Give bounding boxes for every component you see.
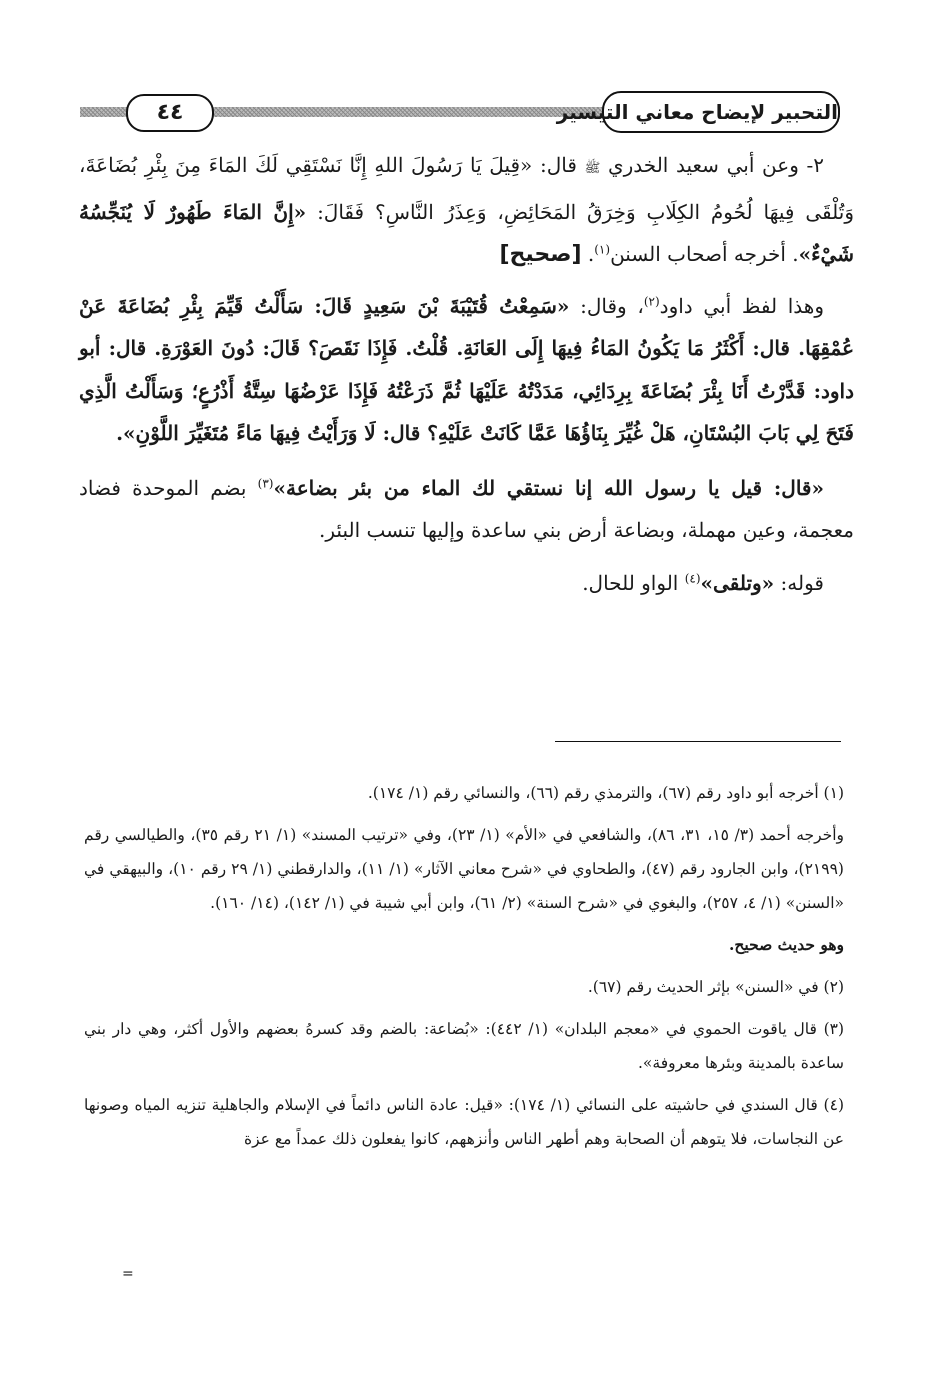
footnote-1-grade: وهو حديث صحيح. xyxy=(729,935,844,954)
footnote-3: (٣) قال ياقوت الحموي في «معجم البلدان» (١/ ٤٤٢): «بُضاعة: بالضم وقد كسرهُ بعضهم والأول أكثر، وهي دار بني ساعدة بالمدينة وبئرها معروفة». xyxy=(84,1020,845,1072)
commentary-quote-2: «وتلقى» xyxy=(700,570,775,595)
hadith-text-2: «إِنَّ المَاءَ طَهُورٌ لَا يُنَجِّسُهُ شَيْءٌ» xyxy=(79,199,854,266)
footnote-4: (٤) قال السندي في حاشيته على النسائي (١/ ١٧٤): «قيل: عادة الناس دائماً في الإسلام والجاهلية تنزيه المياه وصونها عن النجاسات، فلا يتوهم أن الصحابة وهم أطهر الناس وأنزههم، كانوا يفعلون ذلك عمداً مع عزة xyxy=(84,1096,844,1148)
footnotes xyxy=(84,776,844,1156)
abu-dawud-said: ، وقال: xyxy=(580,293,644,318)
footnote-ref-2[interactable]: (٢) xyxy=(643,293,660,308)
main-text xyxy=(79,144,854,604)
footnote-separator xyxy=(555,741,841,742)
footnote-2: (٢) في «السنن» بإثر الحديث رقم (٦٧). xyxy=(587,978,844,996)
honorific-symbol: ﷺ xyxy=(584,161,601,176)
commentary-text-2: الواو للحال. xyxy=(582,570,685,595)
footnote-ref-3[interactable]: (٣) xyxy=(257,475,274,490)
commentary-paragraph-1 xyxy=(79,467,854,552)
page-number: ٤٤ xyxy=(126,94,214,132)
commentary-paragraph-2 xyxy=(79,562,854,605)
commentary-intro-2: قوله: xyxy=(774,570,824,595)
abu-dawud-text: «سَمِعْتُ قُتَيْبَةَ بْنَ سَعِيدٍ قَالَ: سَأَلْتُ قَيِّمَ بِئْرِ بُضَاعَةَ عَنْ عُمْقِهَا. قال: أَكْثَرُ مَا يَكُونُ المَاءُ فِيهَا إِلَى العَانَةِ. قُلْتُ. فَإِذَا نَقَصَ؟ قَالَ: دُونَ العَوْرَةِ. قال: أبو داود: قَدَّرْتُ أَنَا بِئْرَ بُضَاعَةَ بِرِدَائِي، مَدَدْتُهُ عَلَيْهَا ثُمَّ ذَرَعْتُهُ فَإِذَا عَرْضُهَا سِتَّةُ أَذْرُعٍ؛ وَسَأَلْتُ الَّذِي فَتَحَ لِي بَابَ البُسْتَانِ، هَلْ غُيِّرَ بِنَاؤُهَا عَمَّا كَانَتْ عَلَيْهِ؟ قال: لَا وَرَأَيْتُ فِيهَا مَاءً مُتَغَيِّرَ اللَّوْنِ». xyxy=(79,293,854,445)
hadith-source: . أخرجه أصحاب السنن xyxy=(610,242,799,266)
book-title: التحبير لإيضاح معاني التيسير xyxy=(602,91,840,133)
running-header xyxy=(80,88,840,136)
abu-dawud-intro: وهذا لفظ أبي داود xyxy=(659,293,824,318)
commentary-quote-1: «قال: قيل يا رسول الله إنا نستقي لك الماء من بئر بضاعة» xyxy=(273,475,824,500)
footnote-ref-4[interactable]: (٤) xyxy=(684,570,701,585)
abu-dawud-paragraph xyxy=(79,285,854,455)
hadith-text-1: «قِيلَ يَا رَسُولَ اللهِ إِنَّا نَسْتَقِي لَكَ المَاءَ مِنَ بِئْرِ بُضَاعَةَ، وَتُلْقَى فِيهَا لُحُومُ الكِلَابِ وَخِرَقُ المَحَائِضِ، وَعِذَرُ النَّاسِ؟ فَقَالَ: xyxy=(79,153,854,224)
hadith-grade: [صحيح] xyxy=(499,242,582,267)
hadith-period: . xyxy=(587,242,595,266)
footnote-ref-1[interactable]: (١) xyxy=(594,242,611,257)
hadith-paragraph xyxy=(79,144,854,277)
commentary-text-1: بضم الموحدة فضاد معجمة، وعين مهملة، وبضاعة أرض بني ساعدة وإليها تنسب البئر. xyxy=(79,475,854,542)
continuation-mark: = xyxy=(122,1266,134,1282)
footnote-1: (١) أخرجه أبو داود رقم (٦٧)، والترمذي رقم (٦٦)، والنسائي رقم (١/ ١٧٤). xyxy=(367,784,844,802)
hadith-intro: ٢- وعن أبي سعيد الخدري xyxy=(607,153,825,177)
hadith-said: قال: xyxy=(539,153,577,177)
footnote-1-continued: وأخرجه أحمد (٣/ ١٥، ٣١، ٨٦)، والشافعي في «الأم» (١/ ٢٣)، وفي «ترتيب المسند» (١/ ٢١ رقم ٣٥)، والطيالسي رقم (٢١٩٩)، وابن الجارود رقم (٤٧)، والطحاوي في «شرح معاني الآثار» (١/ ١١)، والدارقطني (١/ ٢٩ رقم ١٠)، والبيهقي في «السنن» (١/ ٤، ٢٥٧)، والبغوي في «شرح السنة» (٢/ ٦١)، وابن أبي شيبة في (١/ ١٤٢)، (١٤/ ١٦٠). xyxy=(84,826,845,912)
